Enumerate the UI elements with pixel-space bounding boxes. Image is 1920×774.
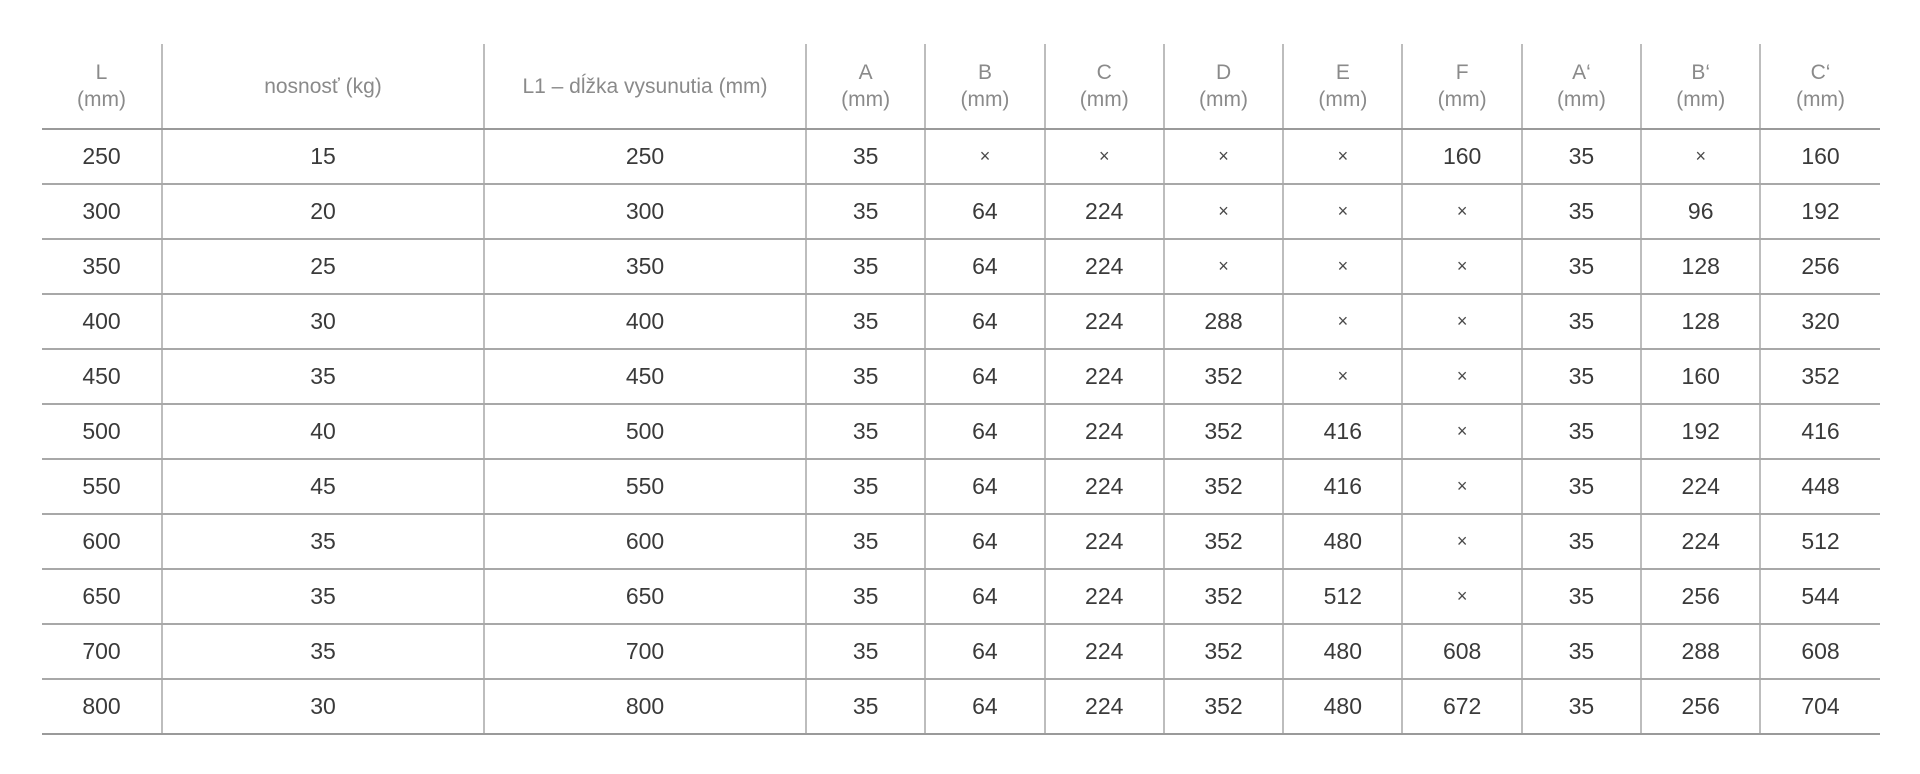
table-cell: 224	[1045, 679, 1164, 734]
table-cell: 544	[1760, 569, 1879, 624]
header-nosnost	[162, 44, 484, 129]
table-cell: 300	[484, 184, 806, 239]
table-cell: 650	[42, 569, 162, 624]
table-cell: 256	[1760, 239, 1879, 294]
table-cell: 35	[1522, 514, 1641, 569]
table-cell: 608	[1760, 624, 1879, 679]
header-label: L1 – dĺžka vysunutia (mm)	[522, 74, 768, 98]
table-cell: 512	[1760, 514, 1879, 569]
table-cell: 192	[1760, 184, 1879, 239]
table-cell: 480	[1283, 624, 1402, 679]
table-row	[42, 679, 1880, 734]
table-cell: 550	[42, 459, 162, 514]
header-label: B‘	[1691, 61, 1711, 84]
table-header-row	[42, 44, 1880, 129]
table-cell: 250	[484, 129, 806, 184]
table-row	[42, 624, 1880, 679]
dimensions-table-container	[42, 44, 1878, 735]
table-cell: 35	[1522, 679, 1641, 734]
table-cell: ×	[1641, 129, 1760, 184]
table-cell: ×	[1402, 404, 1521, 459]
table-cell: ×	[1283, 349, 1402, 404]
header-E	[1283, 44, 1402, 129]
table-row	[42, 569, 1880, 624]
table-cell: 608	[1402, 624, 1521, 679]
table-cell: 128	[1641, 239, 1760, 294]
table-cell: 35	[1522, 404, 1641, 459]
header-F	[1402, 44, 1521, 129]
table-cell: 20	[162, 184, 484, 239]
table-cell: 224	[1045, 239, 1164, 294]
header-label: C	[1096, 61, 1112, 84]
table-cell: 224	[1045, 349, 1164, 404]
table-cell: 64	[925, 569, 1044, 624]
table-cell: 35	[1522, 624, 1641, 679]
table-cell: 25	[162, 239, 484, 294]
table-cell: 35	[806, 679, 925, 734]
table-cell: 35	[1522, 129, 1641, 184]
header-C-prime	[1760, 44, 1879, 129]
header-unit: (mm)	[1199, 88, 1249, 111]
table-cell: 672	[1402, 679, 1521, 734]
header-label: A‘	[1572, 61, 1591, 84]
table-cell: 35	[162, 514, 484, 569]
table-cell: 352	[1164, 404, 1283, 459]
table-cell: 35	[806, 514, 925, 569]
table-cell: ×	[1283, 294, 1402, 349]
table-cell: 224	[1045, 294, 1164, 349]
table-row	[42, 404, 1880, 459]
header-unit: (mm)	[1079, 88, 1129, 111]
table-cell: 224	[1045, 569, 1164, 624]
table-cell: 600	[42, 514, 162, 569]
table-cell: 35	[806, 349, 925, 404]
table-cell: 64	[925, 239, 1044, 294]
table-row	[42, 514, 1880, 569]
table-cell: 550	[484, 459, 806, 514]
table-row	[42, 459, 1880, 514]
table-cell: 500	[42, 404, 162, 459]
table-cell: 224	[1045, 459, 1164, 514]
table-cell: 45	[162, 459, 484, 514]
table-cell: 700	[484, 624, 806, 679]
header-C	[1045, 44, 1164, 129]
table-cell: 352	[1164, 569, 1283, 624]
header-label: C‘	[1810, 61, 1831, 84]
header-unit: (mm)	[841, 88, 891, 111]
table-cell: 64	[925, 459, 1044, 514]
header-D	[1164, 44, 1283, 129]
table-cell: 64	[925, 514, 1044, 569]
table-cell: 704	[1760, 679, 1879, 734]
table-cell: 30	[162, 679, 484, 734]
table-cell: 500	[484, 404, 806, 459]
table-cell: 256	[1641, 569, 1760, 624]
header-unit: (mm)	[1437, 88, 1487, 111]
table-cell: ×	[925, 129, 1044, 184]
table-cell: 300	[42, 184, 162, 239]
header-label: B	[977, 61, 992, 84]
table-cell: 35	[1522, 294, 1641, 349]
table-cell: 352	[1760, 349, 1879, 404]
table-row	[42, 294, 1880, 349]
table-cell: 160	[1402, 129, 1521, 184]
table-cell: 256	[1641, 679, 1760, 734]
table-cell: ×	[1402, 569, 1521, 624]
table-cell: 700	[42, 624, 162, 679]
table-cell: 288	[1164, 294, 1283, 349]
table-cell: 35	[1522, 239, 1641, 294]
table-row	[42, 349, 1880, 404]
header-unit: (mm)	[1796, 88, 1846, 111]
table-cell: 416	[1760, 404, 1879, 459]
table-cell: 35	[806, 294, 925, 349]
table-cell: 15	[162, 129, 484, 184]
table-cell: 64	[925, 404, 1044, 459]
header-unit: (mm)	[1556, 88, 1606, 111]
table-cell: 352	[1164, 624, 1283, 679]
table-cell: 35	[806, 569, 925, 624]
table-cell: 350	[42, 239, 162, 294]
table-cell: 64	[925, 184, 1044, 239]
table-cell: 450	[42, 349, 162, 404]
table-cell: 40	[162, 404, 484, 459]
table-cell: ×	[1402, 349, 1521, 404]
table-cell: ×	[1402, 239, 1521, 294]
table-cell: 350	[484, 239, 806, 294]
header-label: A	[858, 61, 873, 84]
table-cell: 352	[1164, 679, 1283, 734]
table-cell: 35	[806, 129, 925, 184]
table-cell: 224	[1641, 514, 1760, 569]
table-cell: 800	[484, 679, 806, 734]
table-cell: ×	[1402, 514, 1521, 569]
header-unit: (mm)	[1318, 88, 1368, 111]
header-label: E	[1335, 61, 1350, 84]
table-cell: 35	[806, 459, 925, 514]
table-cell: 600	[484, 514, 806, 569]
table-cell: 160	[1760, 129, 1879, 184]
header-unit: (mm)	[77, 88, 126, 111]
table-cell: 800	[42, 679, 162, 734]
table-cell: 35	[806, 404, 925, 459]
table-cell: 96	[1641, 184, 1760, 239]
table-cell: ×	[1402, 459, 1521, 514]
table-cell: 64	[925, 679, 1044, 734]
table-row	[42, 129, 1880, 184]
table-cell: 35	[1522, 184, 1641, 239]
header-A	[806, 44, 925, 129]
table-cell: 288	[1641, 624, 1760, 679]
header-L	[42, 44, 162, 129]
table-cell: ×	[1402, 184, 1521, 239]
table-cell: 400	[484, 294, 806, 349]
table-cell: ×	[1164, 184, 1283, 239]
table-cell: 448	[1760, 459, 1879, 514]
table-cell: 30	[162, 294, 484, 349]
table-cell: ×	[1283, 129, 1402, 184]
table-cell: ×	[1402, 294, 1521, 349]
table-cell: 650	[484, 569, 806, 624]
table-cell: ×	[1283, 184, 1402, 239]
table-cell: ×	[1164, 129, 1283, 184]
table-cell: 450	[484, 349, 806, 404]
header-B-prime	[1641, 44, 1760, 129]
header-A-prime	[1522, 44, 1641, 129]
table-row	[42, 239, 1880, 294]
table-cell: 35	[1522, 569, 1641, 624]
header-label: nosnosť (kg)	[264, 74, 382, 98]
table-cell: ×	[1283, 239, 1402, 294]
table-cell: 128	[1641, 294, 1760, 349]
table-cell: 352	[1164, 514, 1283, 569]
table-cell: ×	[1164, 239, 1283, 294]
table-cell: 480	[1283, 679, 1402, 734]
table-cell: 35	[1522, 349, 1641, 404]
table-row	[42, 184, 1880, 239]
header-label: D	[1215, 61, 1232, 84]
table-cell: 35	[806, 184, 925, 239]
table-cell: 480	[1283, 514, 1402, 569]
table-cell: 352	[1164, 349, 1283, 404]
table-cell: 224	[1045, 514, 1164, 569]
header-unit: (mm)	[1676, 88, 1726, 111]
table-cell: 35	[806, 624, 925, 679]
header-unit: (mm)	[960, 88, 1010, 111]
table-cell: 512	[1283, 569, 1402, 624]
table-cell: 352	[1164, 459, 1283, 514]
dimensions-table	[42, 44, 1880, 735]
table-cell: 250	[42, 129, 162, 184]
header-label: F	[1455, 61, 1469, 84]
table-cell: 64	[925, 294, 1044, 349]
table-cell: 35	[162, 349, 484, 404]
table-cell: 160	[1641, 349, 1760, 404]
header-B	[925, 44, 1044, 129]
table-cell: 224	[1045, 624, 1164, 679]
table-body	[42, 129, 1880, 734]
table-cell: 64	[925, 624, 1044, 679]
table-cell: 64	[925, 349, 1044, 404]
table-cell: 35	[162, 569, 484, 624]
table-cell: 35	[1522, 459, 1641, 514]
table-cell: 35	[806, 239, 925, 294]
table-cell: 320	[1760, 294, 1879, 349]
table-cell: 416	[1283, 404, 1402, 459]
table-cell: 224	[1641, 459, 1760, 514]
table-cell: 224	[1045, 404, 1164, 459]
table-cell: 35	[162, 624, 484, 679]
table-cell: 400	[42, 294, 162, 349]
table-cell: ×	[1045, 129, 1164, 184]
table-cell: 224	[1045, 184, 1164, 239]
table-cell: 192	[1641, 404, 1760, 459]
header-L1	[484, 44, 806, 129]
table-cell: 416	[1283, 459, 1402, 514]
header-label: L	[95, 61, 108, 84]
